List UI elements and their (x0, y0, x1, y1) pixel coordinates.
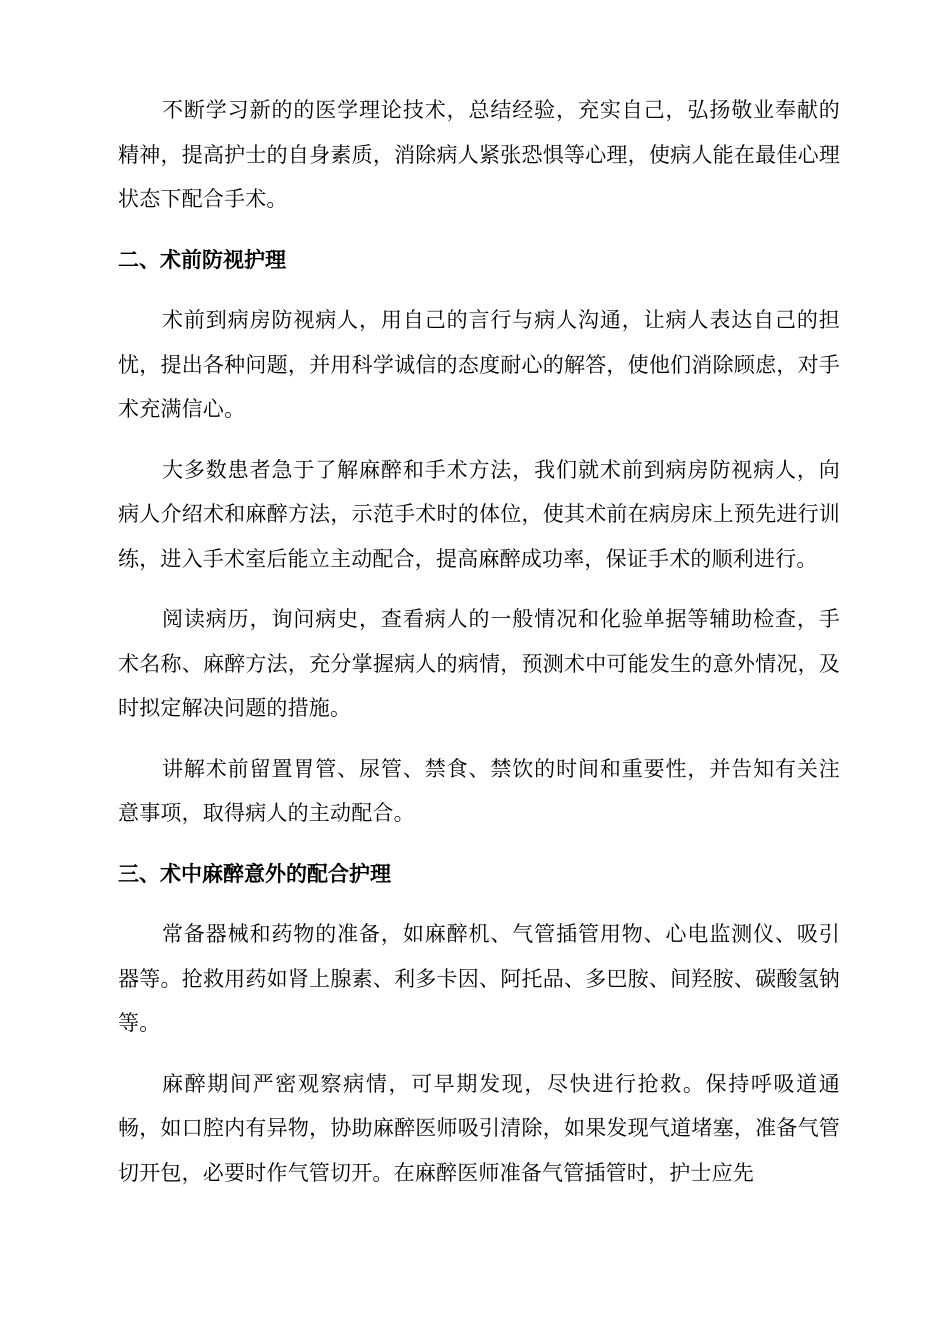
paragraph-2: 术前到病房防视病人，用自己的言行与病人沟通，让病人表达自己的担忧，提出各种问题，并用科学诚信的态度耐心的解答，使他们消除顾虑，对手术充满信心。 (118, 308, 840, 421)
paragraph-6: 常备器械和药物的准备，如麻醉机、气管插管用物、心电监测仪、吸引器等。抢救用药如肾上腺素、利多卡因、阿托品、多巴胺、间羟胺、碳酸氢钠等。 (118, 922, 840, 1035)
paragraph-5: 讲解术前留置胃管、尿管、禁食、禁饮的时间和重要性，并告知有关注意事项，取得病人的主动配合。 (118, 756, 840, 825)
section-heading-3: 三、术中麻醉意外的配合护理 (118, 861, 391, 886)
paragraph-1: 不断学习新的的医学理论技术，总结经验，充实自己，弘扬敬业奉献的精神，提高护士的自身素质，消除病人紧张恐惧等心理，使病人能在最佳心理状态下配合手术。 (118, 98, 840, 211)
paragraph-3: 大多数患者急于了解麻醉和手术方法，我们就术前到病房防视病人，向病人介绍术和麻醉方法，示范手术时的体位，使其术前在病房床上预先进行训练，进入手术室后能立主动配合，提高麻醉成功率，保证手术的顺利进行。 (118, 457, 840, 571)
paragraph-7: 麻醉期间严密观察病情，可早期发现，尽快进行抢救。保持呼吸道通畅，如口腔内有异物，协助麻醉医师吸引清除，如果发现气道堵塞，准备气管切开包，必要时作气管切开。在麻醉医师准备气管插管时，护士应先 (118, 1071, 840, 1185)
paragraph-4: 阅读病历，询问病史，查看病人的一般情况和化验单据等辅助检查，手术名称、麻醉方法，充分掌握病人的病情，预测术中可能发生的意外情况，及时拟定解决问题的措施。 (118, 607, 840, 720)
document-page (118, 88, 840, 1211)
section-heading-2: 二、术前防视护理 (118, 247, 286, 272)
